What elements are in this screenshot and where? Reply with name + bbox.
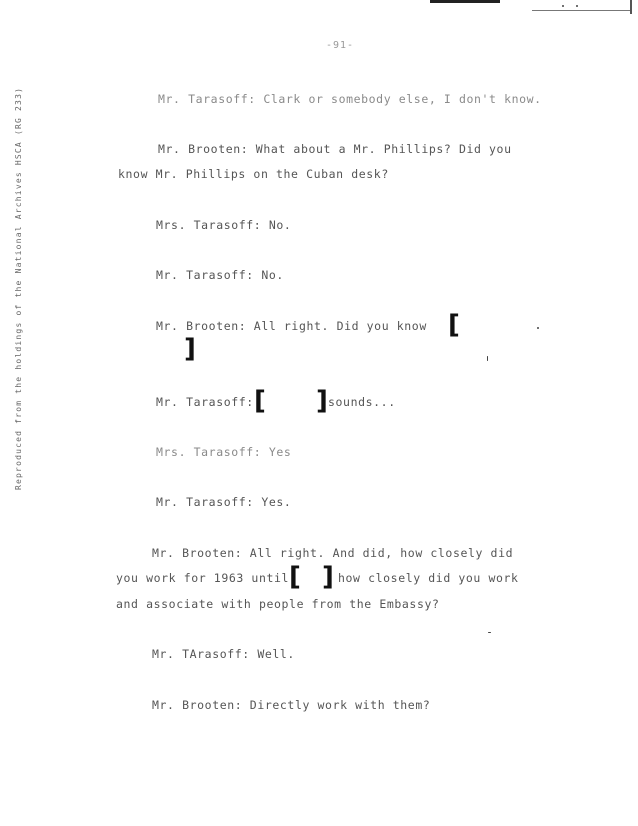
transcript-line: Mr. Brooten: What about a Mr. Phillips? Did you bbox=[158, 142, 512, 156]
transcript-line: Mrs. Tarasoff: Yes bbox=[156, 445, 292, 459]
transcript-line: Mr. Tarasoff: bbox=[156, 395, 254, 409]
redaction-open-bracket: [ bbox=[448, 310, 460, 340]
redaction-open-bracket: [ bbox=[254, 386, 266, 416]
transcript-line: sounds... bbox=[328, 395, 396, 409]
scan-mark bbox=[630, 0, 632, 14]
transcript-line: Mr. Brooten: Directly work with them? bbox=[152, 698, 431, 712]
transcript-line: Mr. Tarasoff: No. bbox=[156, 268, 284, 282]
page-number: -91- bbox=[326, 40, 355, 51]
transcript-line: Mr. Brooten: All right. And did, how closely did bbox=[152, 546, 514, 560]
redaction-open-bracket: [ bbox=[289, 562, 301, 592]
transcript-line: know Mr. Phillips on the Cuban desk? bbox=[118, 167, 389, 181]
transcript-line: Mr. Tarasoff: Clark or somebody else, I don't know. bbox=[158, 92, 542, 106]
transcript-line: Mr. Brooten: All right. Did you know bbox=[156, 319, 427, 333]
transcript-line: you work for 1963 until bbox=[116, 571, 290, 585]
scan-dot bbox=[576, 5, 578, 7]
redaction-close-bracket: ] bbox=[316, 386, 328, 416]
transcript-line: Mr. TArasoff: Well. bbox=[152, 647, 295, 661]
scan-mark bbox=[430, 0, 500, 3]
scan-dot bbox=[537, 327, 539, 329]
archive-stamp: Reproduced from the holdings of the National Archives HSCA (RG 233) bbox=[14, 86, 23, 490]
transcript-line: and associate with people from the Embassy? bbox=[116, 597, 440, 611]
scan-dot bbox=[562, 5, 564, 7]
scan-dot bbox=[487, 356, 488, 361]
scan-mark bbox=[532, 10, 632, 11]
redaction-close-bracket: ] bbox=[322, 562, 334, 592]
redaction-close-bracket: ] bbox=[184, 334, 196, 364]
transcript-line: Mrs. Tarasoff: No. bbox=[156, 218, 292, 232]
scan-dot bbox=[488, 632, 491, 633]
transcript-line: Mr. Tarasoff: Yes. bbox=[156, 495, 292, 509]
transcript-line: how closely did you work bbox=[338, 571, 519, 585]
